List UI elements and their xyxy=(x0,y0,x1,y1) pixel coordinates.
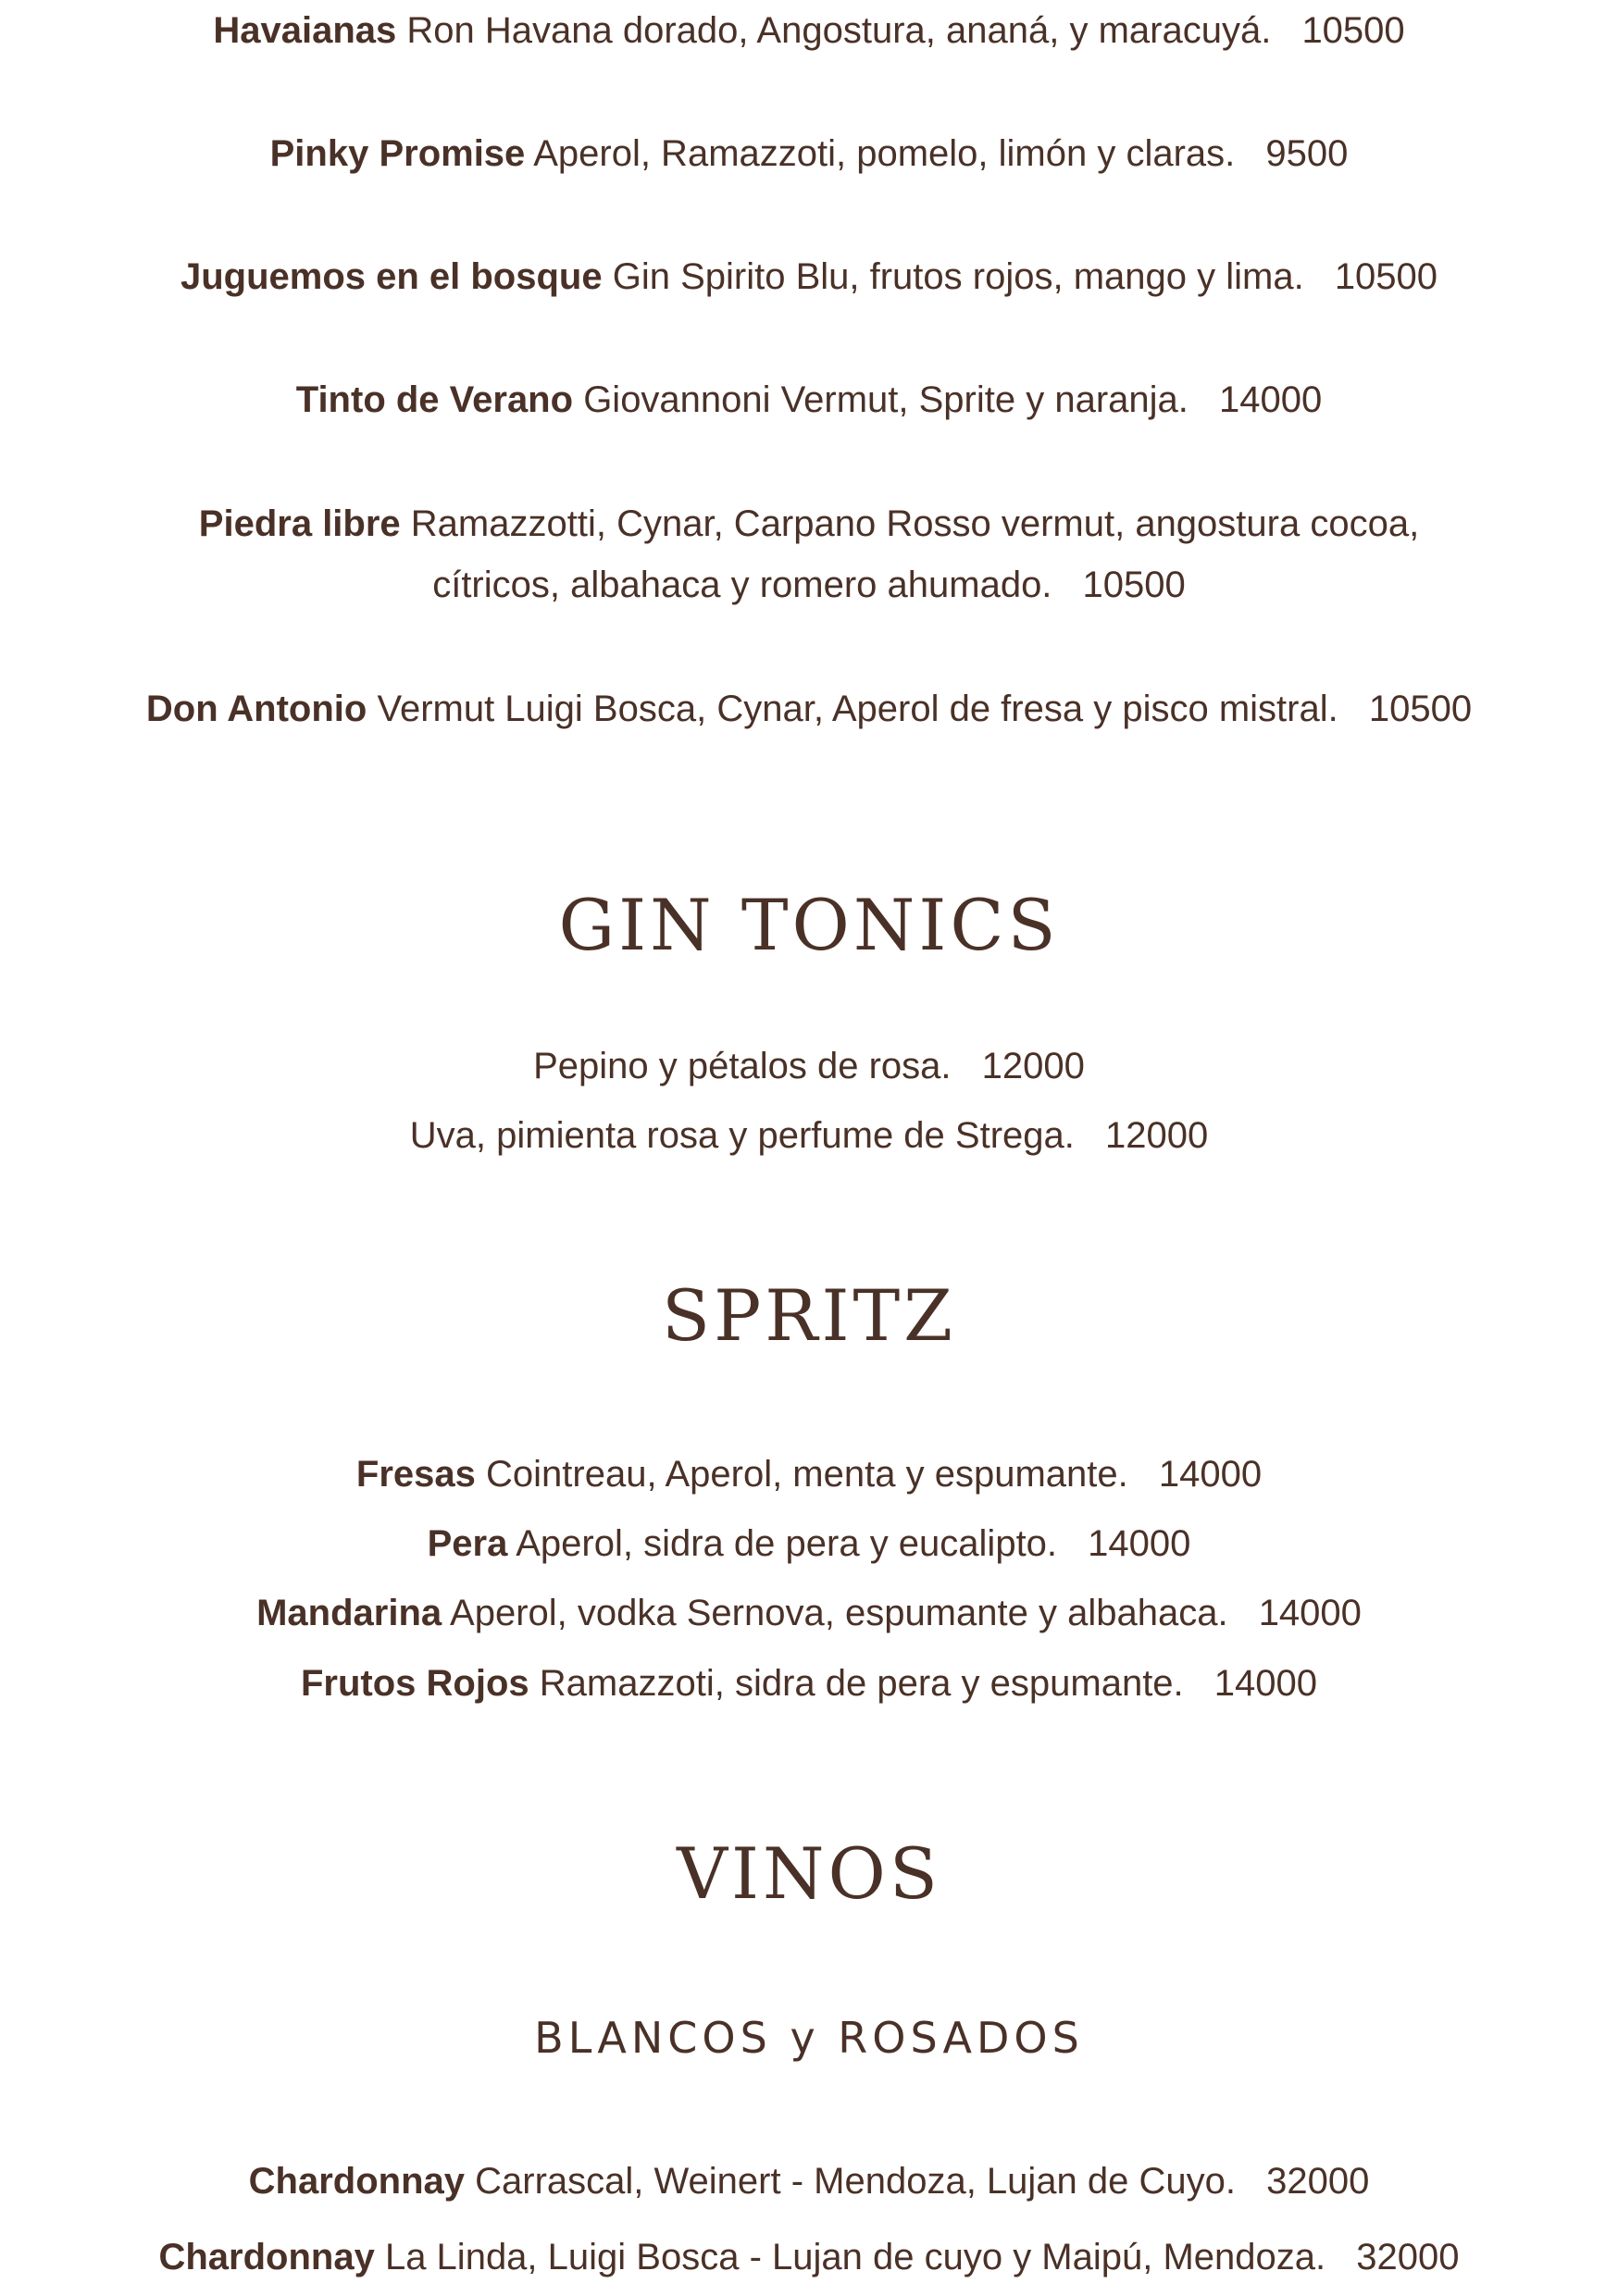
subsection-title-blancos-rosados: BLANCOS y ROSADOS xyxy=(534,2013,1084,2063)
menu-item-wine xyxy=(0,2227,1618,2288)
menu-item-piedra-libre-line1 xyxy=(0,493,1618,554)
menu-item-spritz xyxy=(0,1513,1618,1574)
item-price: 10500 xyxy=(1301,10,1405,51)
item-price: 14000 xyxy=(1258,1593,1362,1633)
item-description: Pepino y pétalos de rosa. xyxy=(533,1046,952,1086)
menu-item-spritz xyxy=(0,1582,1618,1644)
item-name: Havaianas xyxy=(213,10,397,51)
item-description: Vermut Luigi Bosca, Cynar, Aperol de fresa y pisco mistral. xyxy=(377,689,1338,729)
menu-item-don-antonio xyxy=(0,678,1618,739)
item-name: Piedra libre xyxy=(198,503,401,544)
item-price: 10500 xyxy=(1368,689,1473,729)
menu-item-juguemos-en-el-bosque xyxy=(0,246,1618,307)
item-name: Pera xyxy=(427,1523,508,1564)
menu-item-wine xyxy=(0,2151,1618,2212)
menu-item-havaianas xyxy=(0,0,1618,61)
item-description: La Linda, Luigi Bosca - Lujan de cuyo y Maipú, Mendoza. xyxy=(384,2237,1326,2277)
item-description: Ramazzotti, Cynar, Carpano Rosso vermut, angostura cocoa, xyxy=(410,503,1420,544)
item-description: Aperol, sidra de pera y eucalipto. xyxy=(516,1523,1058,1564)
item-name: Chardonnay xyxy=(158,2237,375,2277)
section-title-gin-tonics: GIN TONICS xyxy=(558,884,1060,966)
item-description: Gin Spirito Blu, frutos rojos, mango y lima. xyxy=(612,256,1304,297)
menu-item-tinto-de-verano xyxy=(0,369,1618,430)
menu-item-pinky-promise xyxy=(0,123,1618,184)
item-description: Cointreau, Aperol, menta y espumante. xyxy=(486,1454,1128,1495)
item-description: Aperol, Ramazzoti, pomelo, limón y claras. xyxy=(533,133,1236,174)
item-price: 12000 xyxy=(1105,1115,1209,1156)
item-price: 9500 xyxy=(1265,133,1349,174)
item-description: cítricos, albahaca y romero ahumado. xyxy=(432,565,1052,605)
item-name: Mandarina xyxy=(256,1593,442,1633)
item-name: Pinky Promise xyxy=(269,133,526,174)
menu-item-gin-tonic xyxy=(0,1036,1618,1097)
item-price: 14000 xyxy=(1158,1454,1263,1495)
item-price: 14000 xyxy=(1088,1523,1191,1564)
item-price: 14000 xyxy=(1214,1663,1318,1704)
section-title-spritz: SPRITZ xyxy=(662,1274,956,1357)
item-name: Don Antonio xyxy=(145,689,367,729)
item-price: 32000 xyxy=(1356,2237,1460,2277)
item-description: Carrascal, Weinert - Mendoza, Lujan de Cuyo. xyxy=(475,2161,1236,2202)
item-price: 32000 xyxy=(1266,2161,1370,2202)
item-name: Tinto de Verano xyxy=(295,379,574,420)
item-name: Chardonnay xyxy=(248,2161,465,2202)
item-description: Ron Havana dorado, Angostura, ananá, y maracuyá. xyxy=(406,10,1272,51)
item-description: Aperol, vodka Sernova, espumante y albahaca. xyxy=(450,1593,1228,1633)
item-name: Fresas xyxy=(355,1454,476,1495)
item-name: Juguemos en el bosque xyxy=(180,256,603,297)
item-price: 12000 xyxy=(981,1046,1085,1086)
item-description: Ramazzoti, sidra de pera y espumante. xyxy=(539,1663,1184,1704)
item-name: Frutos Rojos xyxy=(300,1663,529,1704)
item-description: Giovannoni Vermut, Sprite y naranja. xyxy=(583,379,1189,420)
item-price: 10500 xyxy=(1082,565,1186,605)
menu-item-piedra-libre-line2 xyxy=(0,554,1618,615)
menu-item-gin-tonic xyxy=(0,1105,1618,1166)
menu-item-spritz xyxy=(0,1444,1618,1505)
item-description: Uva, pimienta rosa y perfume de Strega. xyxy=(409,1115,1075,1156)
item-price: 10500 xyxy=(1334,256,1438,297)
item-price: 14000 xyxy=(1219,379,1323,420)
menu-item-spritz xyxy=(0,1653,1618,1714)
section-title-vinos: VINOS xyxy=(677,1832,941,1915)
